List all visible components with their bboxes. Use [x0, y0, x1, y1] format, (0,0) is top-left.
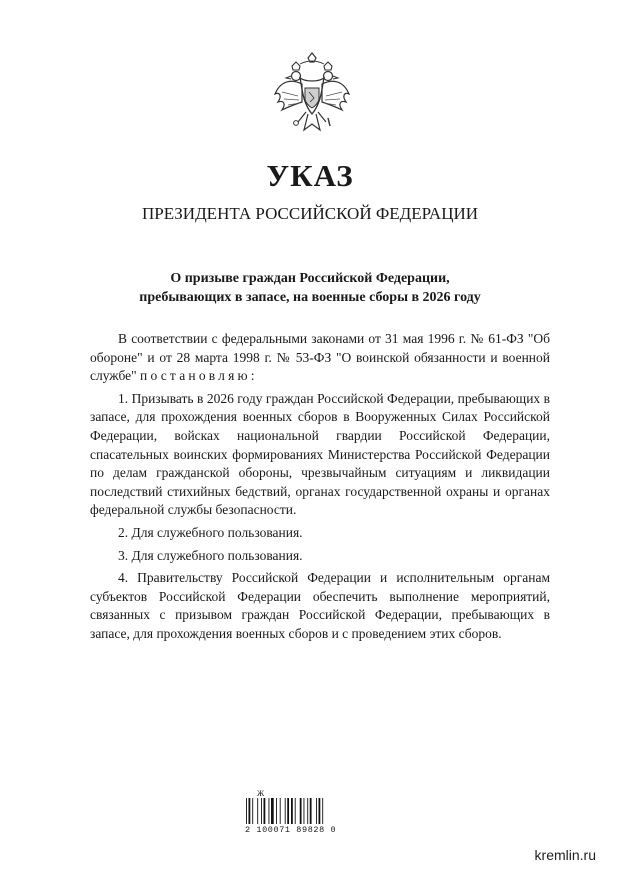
barcode-top-mark: Ж: [257, 789, 265, 798]
item-4-paragraph: 4. Правительству Российской Федерации и исполнительным органам субъектов Российской Федерации обеспечить выполнение мероприятий, связанных с призывом граждан Российской Федерации, пребывающих в запасе, для прохождения военных сборов и с проведением этих сборов.: [90, 570, 550, 641]
barcode-bars-icon: [245, 798, 345, 824]
barcode-number: 2 100071 89828 0: [245, 825, 337, 835]
document-barcode: [245, 789, 365, 839]
site-watermark: kremlin.ru: [534, 847, 596, 863]
decree-heading: [90, 269, 530, 307]
document-title: УКАЗ: [266, 158, 354, 193]
item-2-paragraph: 2. Для служебного пользования.: [118, 524, 303, 540]
coat-of-arms-icon: [272, 52, 352, 140]
item-1-paragraph: 1. Призывать в 2026 году граждан Российской Федерации, пребывающих в запасе, для прохождения военных сборов в Вооруженных Силах Российской Федерации, войсках национальной гвардии Российской Федерации, спасательных воинских формированиях Министерства Российской Федерации по делам гражданской обороны, чрезвычайным ситуациям и ликвидации последствий стихийных бедствий, органах государственной охраны и органах федеральной службы безопасности.: [90, 390, 550, 518]
decree-heading-line-1: О призыве граждан Российской Федерации,: [170, 271, 450, 286]
item-3-paragraph: 3. Для служебного пользования.: [118, 547, 303, 563]
decree-heading-line-2: пребывающих в запасе, на военные сборы в 2026 году: [139, 290, 481, 305]
decree-word: постановляю:: [140, 368, 258, 384]
document-subtitle: ПРЕЗИДЕНТА РОССИЙСКОЙ ФЕДЕРАЦИИ: [141, 204, 479, 223]
decree-body: [90, 330, 550, 648]
preamble-paragraph: [90, 330, 550, 386]
preamble-text: В соответствии с федеральными законами от 31 мая 1996 г. № 61-ФЗ "Об обороне" и от 28 марта 1998 г. № 53-ФЗ "О воинской обязанности и военной службе": [90, 331, 550, 384]
